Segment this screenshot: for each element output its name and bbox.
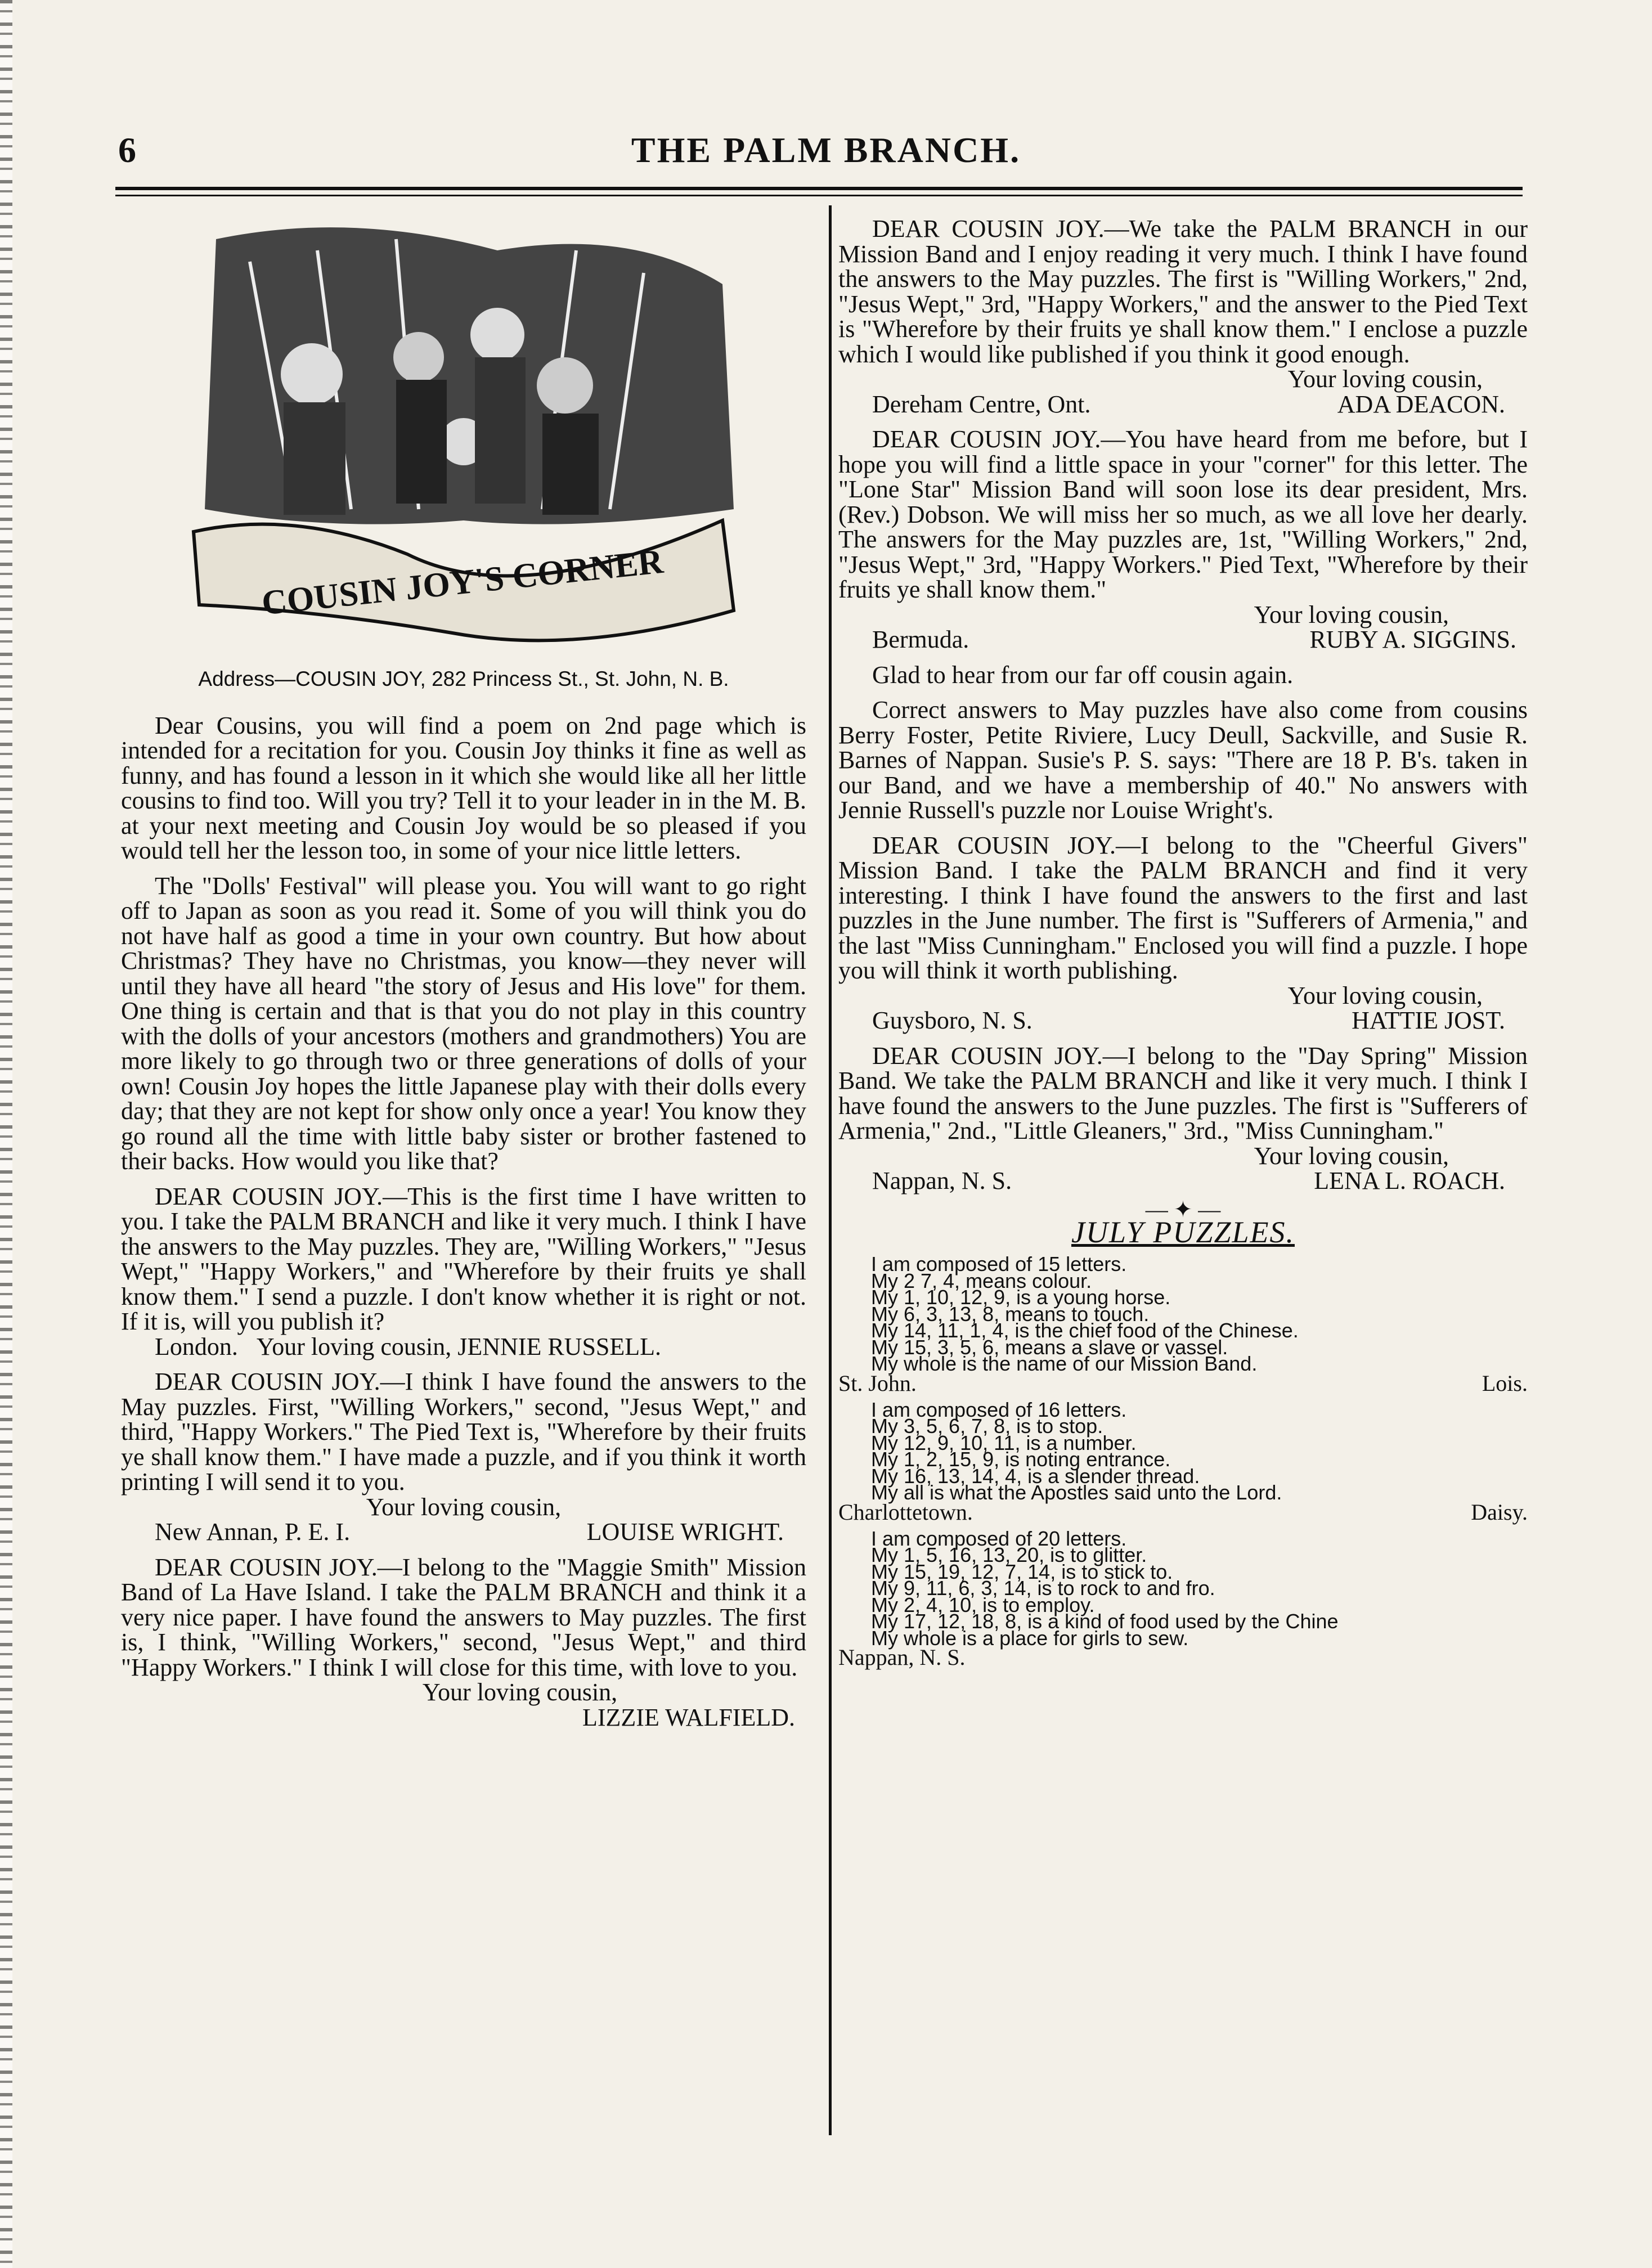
- letter-body: —You have heard from me before, but I hope you will find a little space in your "corner" for this letter. The "Lone Star" Mission Band will soon lose its dear president, Mrs. (Rev.) Dobson. We will miss her so much, as we all love her dearly. The answers for the May puzzles are, 1st, "Willing Workers," 2nd, "Jesus Wept," 3rd, "Happy Workers." Pied Text, "Wherefore by their fruits ye shall know them.": [838, 425, 1528, 603]
- header-rule-top: [115, 187, 1523, 190]
- page-edge: [0, 0, 12, 2268]
- puzzle-line: My 2, 4, 10, is to employ.: [871, 1593, 1095, 1616]
- puzzle-line: My 17, 12, 18, 8, is a kind of food used by the Chine: [871, 1610, 1339, 1633]
- letter-salutation: DEAR COUSIN JOY.: [872, 215, 1105, 242]
- letter-closing: Your loving cousin,: [1287, 981, 1483, 1009]
- header-rule-bottom: [115, 195, 1523, 196]
- puzzle-3: [838, 1526, 1528, 1670]
- letter-signature: ADA DEACON.: [1337, 390, 1505, 418]
- puzzle-line: My 14, 11, 1, 4, is the chief food of the Chinese.: [871, 1319, 1299, 1342]
- vignette-banner-text: COUSIN JOY'S CORNER: [260, 542, 665, 623]
- puzzle-line: I am composed of 20 letters.: [871, 1526, 1127, 1550]
- letter-ada-deacon: [838, 217, 1528, 417]
- puzzle-line: My 16, 13, 14, 4, is a slender thread.: [871, 1464, 1200, 1488]
- column-divider: [829, 205, 832, 2135]
- letter-place: Bermuda.: [872, 626, 969, 653]
- puzzle-line: My 1, 2, 15, 9, is noting entrance.: [871, 1448, 1171, 1471]
- puzzle-line: My whole is the name of our Mission Band.: [871, 1352, 1258, 1375]
- puzzle-line: My 9, 11, 6, 3, 14, is to rock to and fro.: [871, 1577, 1215, 1600]
- letter-salutation: DEAR COUSIN JOY.: [155, 1182, 383, 1210]
- ornament-divider: — ✦ —: [1145, 1196, 1221, 1222]
- page-title: THE PALM BRANCH.: [631, 130, 1021, 170]
- letter-hattie-jost: [838, 833, 1528, 1034]
- letter-closing: Your loving cousin,: [1287, 365, 1483, 393]
- letter-body: —This is the first time I have written to you. I take the PALM BRANCH and like it very much. I think I have the answers to the May puzzles. They are, "Willing Workers," "Jesus Wept," "Happy Workers," and "Wherefore by their fruits ye shall know them." I send a puzzle. I don't know whether it is right or not. If it is, will you publish it?: [121, 1182, 806, 1335]
- letter-signature: HATTIE JOST.: [1352, 1007, 1505, 1034]
- letter-place: New Annan, P. E. I.: [155, 1518, 351, 1546]
- puzzle-place: Nappan, N. S.: [838, 1645, 966, 1670]
- puzzle-place: Charlottetown.: [838, 1499, 973, 1525]
- intro-paragraph-1: Dear Cousins, you will find a poem on 2nd page which is intended for a recitation for you. Cousin Joy thinks it fine as well as funny, and has found a lesson in it which she would like all her little cousins to find too. Will you try? Tell it to your leader in in the M. B. at your next meeting and Cousin Joy would be so pleased if you would tell her the lesson too, in some of your nice little letters.: [121, 711, 806, 864]
- letter-body: —I think I have found the answers to the May puzzles. First, "Willing Workers," second, "Jesus Wept," and third, "Happy Workers." The Pied Text is, "Wherefore by their fruits ye shall know them." I have made a puzzle, and if you think it worth printing I will send it to you.: [121, 1368, 806, 1495]
- puzzle-line: My 12, 9, 10, 11, is a number.: [871, 1431, 1137, 1454]
- right-column: [838, 217, 1528, 1676]
- letter-signature: LENA L. ROACH.: [1314, 1167, 1505, 1194]
- puzzle-author: Daisy.: [1471, 1499, 1528, 1525]
- letter-salutation: DEAR COUSIN JOY.: [872, 425, 1101, 453]
- puzzle-line: My 2 7, 4, means colour.: [871, 1269, 1092, 1292]
- editor-note-2: Correct answers to May puzzles have also come from cousins Berry Foster, Petite Riviere, Lucy Deull, Sackville, and Susie R. Barnes of Nappan. Susie's P. S. says: "There are 18 P. B's. taken in our Band, and we have a membership of 40." No answers with Jennie Russell's puzzle nor Louise Wright's.: [838, 696, 1528, 824]
- puzzle-line: My 1, 10, 12, 9, is a young horse.: [871, 1286, 1171, 1309]
- letter-place: Guysboro, N. S.: [872, 1007, 1032, 1034]
- letter-place: Nappan, N. S.: [872, 1167, 1012, 1194]
- letter-closing: Your loving cousin,: [366, 1493, 562, 1521]
- puzzle-line: I am composed of 16 letters.: [871, 1398, 1127, 1421]
- intro-paragraph-2: The "Dolls' Festival" will please you. You will want to go right off to Japan as soon as you read it. Some of you will think you do not have half as good a time in your own country. But how about Christmas? They have no Christmas, you know—they never will until they have all heard "the story of Jesus and His love" for them. One thing is certain and that is that you do not play in this country with the dolls of your ancestors (mothers and grandmothers) You are more likely to go through two or three generations of dolls of your own! Cousin Joy hopes the little Japanese play with their dolls every day; that they are not kept for show only once a year! You know they go round all the time with little baby sister or brother fastened to their backs. How would you like that?: [121, 872, 806, 1175]
- letter-body: —I belong to the "Cheerful Givers" Mission Band. I take the PALM BRANCH and find it very interesting. I think I have found the answers to the first and last puzzles in the June number. The first is "Sufferers of Armenia," and the last "Miss Cunningham." Enclosed you will find a puzzle. I hope you will think it worth publishing.: [838, 831, 1528, 984]
- letter-ruby-siggins: [838, 427, 1528, 653]
- puzzle-line: I am composed of 15 letters.: [871, 1252, 1127, 1276]
- puzzles-heading: JULY PUZZLES.: [1071, 1215, 1295, 1249]
- puzzle-line: My 6, 3, 13, 8, means to touch.: [871, 1302, 1150, 1326]
- letter-body: —I belong to the "Maggie Smith" Mission Band of La Have Island. I take the PALM BRANCH and think it a very nice paper. I have found the answers to May puzzles. The first is, I think, "Willing Workers," second, "Jesus Wept," and third "Happy Workers." I think I will close for this time, with love to you.: [121, 1553, 806, 1681]
- puzzle-line: My 15, 3, 5, 6, means a slave or vassel.: [871, 1335, 1228, 1359]
- letter-salutation: DEAR COUSIN JOY.: [872, 1041, 1103, 1070]
- letter-signature: LIZZIE WALFIELD.: [582, 1703, 795, 1731]
- letter-body: —We take the PALM BRANCH in our Mission Band and I enjoy reading it very much. I think I have found the answers to the May puzzles. The first is "Willing Workers," 2nd, "Jesus Wept," 3rd, "Happy Workers," and the answer to the Pied Text is "Wherefore by their fruits ye shall know them." I enclose a puzzle which I would like published if you think it good enough.: [838, 215, 1528, 368]
- puzzle-author: Lois.: [1482, 1370, 1528, 1396]
- letter-signature: LOUISE WRIGHT.: [586, 1518, 784, 1546]
- puzzle-line: My whole is a place for girls to sew.: [871, 1626, 1189, 1650]
- letter-closing: Your loving cousin,: [422, 1678, 618, 1706]
- letter-closing: Your loving cousin,: [256, 1332, 452, 1360]
- letter-salutation: DEAR COUSIN JOY.: [155, 1368, 380, 1395]
- letter-body: —I belong to the "Day Spring" Mission Band. We take the PALM BRANCH and like it very much. I think I have found the answers to the June puzzles. The first is "Sufferers of Armenia," 2nd., "Little Gleaners," 3rd., "Miss Cunningham.": [838, 1041, 1528, 1144]
- page-number: 6: [118, 130, 136, 170]
- puzzle-line: My 3, 5, 6, 7, 8, is to stop.: [871, 1414, 1103, 1438]
- puzzle-1: [838, 1252, 1528, 1396]
- letter-signature: JENNIE RUSSELL.: [457, 1332, 662, 1360]
- puzzle-place: St. John.: [838, 1370, 917, 1396]
- puzzle-line: My all is what the Apostles said unto the Lord.: [871, 1481, 1282, 1504]
- letter-place: London.: [155, 1332, 238, 1360]
- letter-lizzie-walfield: [121, 1555, 806, 1731]
- letter-jennie-russell: [121, 1184, 806, 1360]
- letter-lena-roach: [838, 1041, 1528, 1194]
- puzzle-2: [838, 1398, 1528, 1525]
- letter-signature: RUBY A. SIGGINS.: [1309, 626, 1516, 653]
- address-line: Address—COUSIN JOY, 282 Princess St., St. John, N. B.: [198, 667, 729, 690]
- letter-closing: Your loving cousin,: [1254, 1142, 1449, 1170]
- letter-closing: Your loving cousin,: [1254, 600, 1449, 628]
- letter-louise-wright: [121, 1369, 806, 1545]
- letter-salutation: DEAR COUSIN JOY.: [155, 1553, 378, 1581]
- letter-place: Dereham Centre, Ont.: [872, 390, 1091, 418]
- editor-note-1: Glad to hear from our far off cousin again.: [872, 661, 1294, 689]
- left-column: [121, 217, 806, 1740]
- puzzle-line: My 15, 19, 12, 7, 14, is to stick to.: [871, 1560, 1173, 1583]
- letter-salutation: DEAR COUSIN JOY.: [872, 831, 1116, 859]
- puzzle-line: My 1, 5, 16, 13, 20, is to glitter.: [871, 1543, 1147, 1566]
- page-header: [118, 129, 1534, 174]
- cousin-joy-vignette-image: [182, 217, 745, 655]
